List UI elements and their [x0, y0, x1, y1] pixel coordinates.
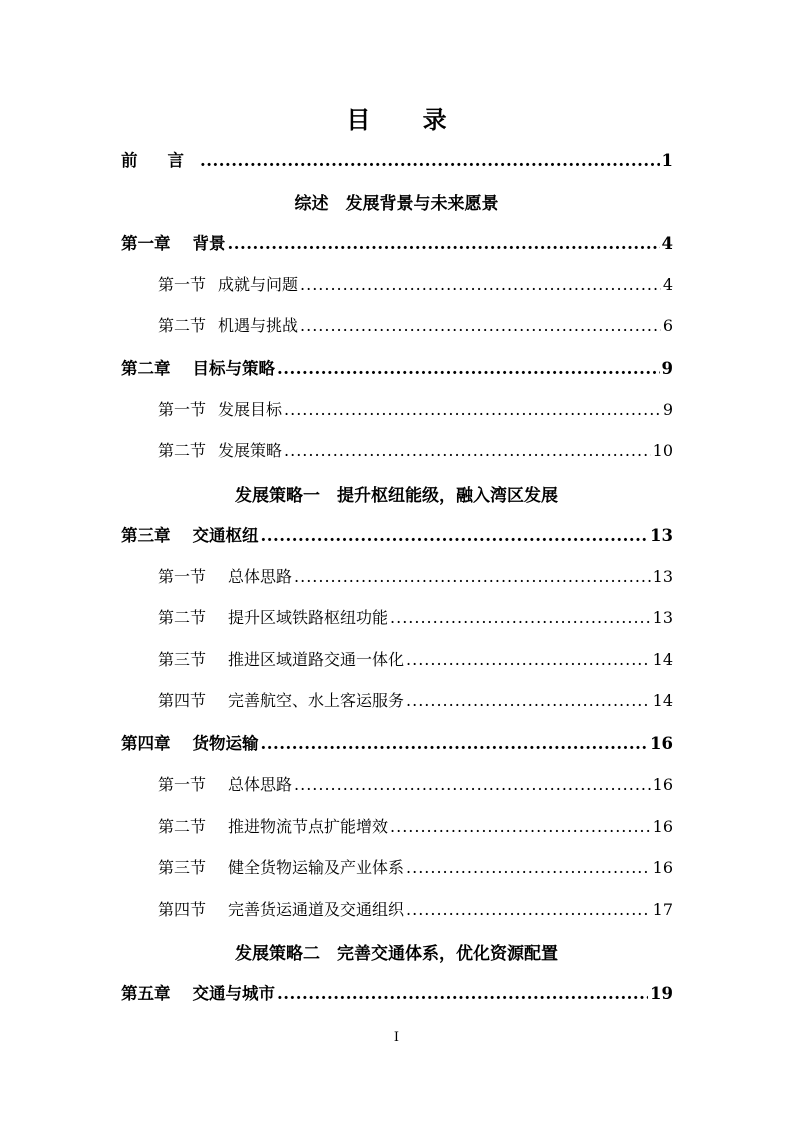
- toc-entry-title: 完善货运通道及交通组织: [228, 900, 405, 919]
- toc-entry-chapter[interactable]: [121, 522, 673, 548]
- toc-entry-page: 13: [650, 526, 673, 545]
- toc-entry-page: 1: [661, 151, 673, 170]
- part-heading: 综述 发展背景与未来愿景: [294, 194, 499, 214]
- toc-entry-section[interactable]: [158, 605, 673, 631]
- toc-entry-page: 16: [652, 817, 673, 836]
- toc-entry-title: 货物运输: [192, 734, 259, 753]
- toc-entry-section[interactable]: [158, 272, 673, 298]
- toc-entry-number: 第一节: [158, 567, 207, 586]
- toc-entry-page: 17: [652, 900, 673, 919]
- dot-leader: [277, 984, 648, 1003]
- toc-entry-page: 14: [652, 691, 673, 710]
- toc-entry-page: 4: [662, 275, 673, 294]
- toc-entry-title: 完善航空、水上客运服务: [228, 691, 405, 710]
- toc-entry-page: 16: [652, 775, 673, 794]
- page-title: 目 录: [346, 105, 469, 134]
- toc-entry-number: 第三章: [121, 526, 171, 545]
- toc-entry-number: 第二节: [158, 817, 207, 836]
- dot-leader: [261, 526, 649, 545]
- dot-leader: [406, 691, 651, 710]
- dot-leader: [261, 734, 649, 753]
- toc-entry-page: 14: [652, 650, 673, 669]
- toc-entry-page: 13: [652, 567, 673, 586]
- toc-entry-page: 19: [650, 984, 673, 1003]
- dot-leader: [300, 316, 661, 335]
- dot-leader: [406, 650, 651, 669]
- toc-entry-title: 发展策略: [218, 441, 283, 460]
- toc-entry-section[interactable]: [158, 772, 673, 798]
- toc-entry-page: 9: [661, 359, 673, 378]
- toc-entry-number: 第四节: [158, 900, 207, 919]
- dot-leader: [277, 359, 660, 378]
- toc-entry-section[interactable]: [158, 814, 673, 840]
- dot-leader: [284, 441, 651, 460]
- toc-entry-title: 推进物流节点扩能增效: [228, 817, 389, 836]
- toc-entry-number: 第二节: [158, 608, 207, 627]
- toc-entry-page: 10: [652, 441, 673, 460]
- toc-entry-title: 总体思路: [228, 775, 293, 794]
- toc-entry-preface[interactable]: [121, 147, 673, 173]
- toc-entry-section[interactable]: [158, 564, 673, 590]
- toc-entry-number: 第一章: [121, 234, 171, 253]
- toc-entry-title: 背景: [192, 234, 226, 253]
- toc-entry-number: 第四节: [158, 691, 207, 710]
- dot-leader: [406, 900, 651, 919]
- dot-leader: [200, 151, 660, 170]
- toc-entry-section[interactable]: [158, 647, 673, 673]
- toc-entry-page: 16: [652, 858, 673, 877]
- toc-entry-chapter[interactable]: [121, 355, 673, 381]
- toc-entry-title: 机遇与挑战: [218, 316, 299, 335]
- toc-entry-title: 总体思路: [228, 567, 293, 586]
- toc-entry-title: 健全货物运输及产业体系: [228, 858, 405, 877]
- toc-entry-number: 第一节: [158, 275, 207, 294]
- toc-entry-section[interactable]: [158, 688, 673, 714]
- dot-leader: [294, 567, 651, 586]
- toc-entry-number: 前: [121, 151, 138, 170]
- toc-entry-page: 6: [662, 316, 673, 335]
- dot-leader: [284, 400, 661, 419]
- toc-entry-title: 发展目标: [218, 400, 283, 419]
- toc-entry-title: 交通与城市: [192, 984, 275, 1003]
- toc-entry-page: 13: [652, 608, 673, 627]
- toc-entry-number: 第二章: [121, 359, 171, 378]
- toc-entry-title: 提升区域铁路枢纽功能: [228, 608, 389, 627]
- toc-entry-number: 第一节: [158, 775, 207, 794]
- page-number: I: [393, 1030, 400, 1045]
- dot-leader: [294, 775, 651, 794]
- dot-leader: [406, 858, 651, 877]
- toc-entry-number: 第二节: [158, 316, 207, 335]
- part-heading: 发展策略二 完善交通体系，优化资源配置: [235, 944, 558, 964]
- toc-entry-title: 目标与策略: [192, 359, 275, 378]
- toc-entry-section[interactable]: [158, 897, 673, 923]
- toc-entry-section[interactable]: [158, 313, 673, 339]
- toc-entry-page: 9: [662, 400, 673, 419]
- toc-entry-number: 第五章: [121, 984, 171, 1003]
- dot-leader: [300, 275, 661, 294]
- toc-entry-chapter[interactable]: [121, 980, 673, 1006]
- toc-entry-number: 第三节: [158, 650, 207, 669]
- toc-entry-title: 成就与问题: [218, 275, 299, 294]
- toc-entry-section[interactable]: [158, 438, 673, 464]
- toc-entry-section[interactable]: [158, 397, 673, 423]
- toc-entry-number: 第三节: [158, 858, 207, 877]
- toc-entry-title: 推进区域道路交通一体化: [228, 650, 405, 669]
- toc-entry-number: 第四章: [121, 734, 171, 753]
- toc-entry-page: 16: [650, 734, 673, 753]
- toc-entry-page: 4: [661, 234, 673, 253]
- toc-entry-title: 言: [167, 151, 184, 170]
- toc-entry-number: 第二节: [158, 441, 207, 460]
- toc-entry-section[interactable]: [158, 855, 673, 881]
- dot-leader: [228, 234, 660, 253]
- part-heading: 发展策略一 提升枢纽能级，融入湾区发展: [235, 486, 558, 506]
- toc-entry-chapter[interactable]: [121, 730, 673, 756]
- toc-entry-title: 交通枢纽: [192, 526, 259, 545]
- dot-leader: [390, 608, 651, 627]
- toc-entry-number: 第一节: [158, 400, 207, 419]
- toc-entry-chapter[interactable]: [121, 230, 673, 256]
- dot-leader: [390, 817, 651, 836]
